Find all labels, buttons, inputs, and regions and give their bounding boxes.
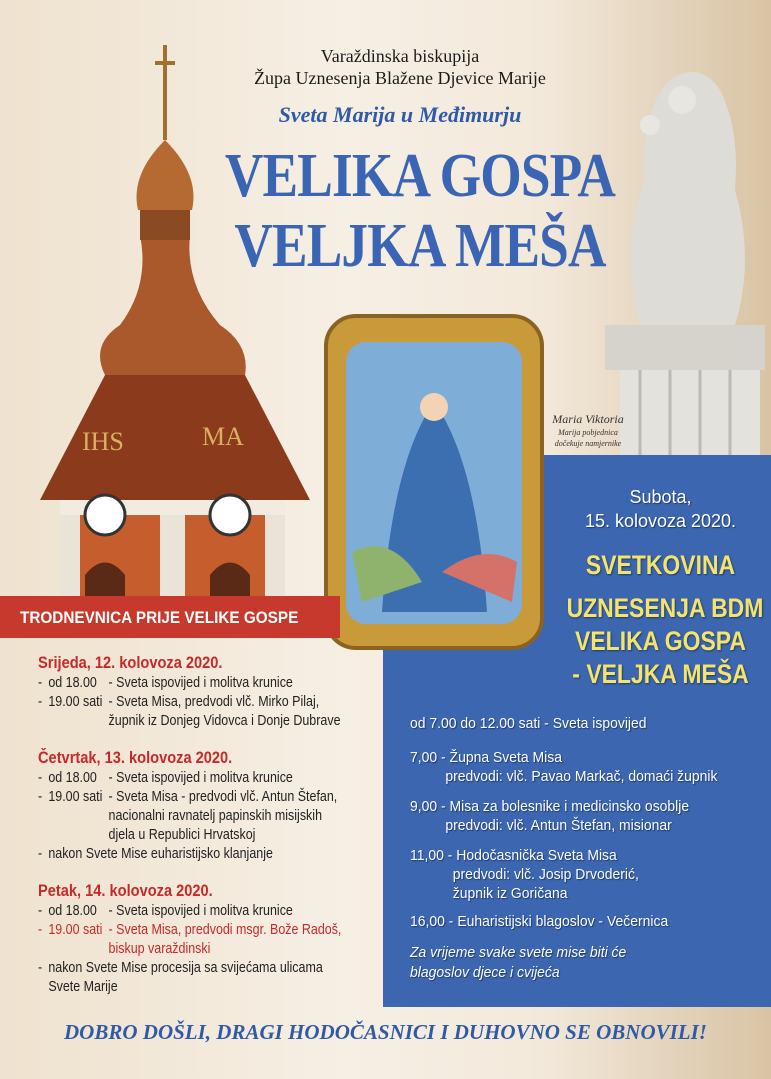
time: od 18.00 (48, 903, 97, 919)
mass-time: 11,00 - (410, 847, 453, 864)
mass-entry (410, 846, 639, 903)
activity: nakon Svete Mise procesija sa svijećama ulicama (48, 960, 323, 976)
day-date: Četvrtak, 13. kolovoza 2020. (38, 748, 233, 767)
day-date: Srijeda, 12. kolovoza 2020. (38, 653, 223, 672)
statue-image (600, 50, 771, 455)
activity-cont: biskup varaždinski (108, 941, 211, 957)
main-title-line2: VELJKA MEŠA (234, 212, 606, 280)
confession-time: od 7.00 do 12.00 sati - Sveta ispovijed (410, 715, 647, 732)
parish-name: Župa Uznesenja Blažene Djevice Marije (254, 68, 546, 88)
day-schedule: Petak, 14. kolovoza 2020. - od 18.00 - Sveta ispovijed i molitva krunice - 19.00 sati - Sveta Misa, predvodi msgr. Bože Radoš, biskup varaždinski - nakon Svete Mise procesija sa svijećama ulicama Svete Marije (38, 881, 342, 995)
clock-icon (210, 495, 250, 535)
activity: - Sveta Misa, predvodi vlč. Mirko Pilaj, (108, 694, 320, 710)
activity: - Sveta ispovijed i molitva krunice (108, 675, 293, 691)
mass-time: 16,00 - (410, 913, 454, 930)
mass-title: Župna Sveta Misa (449, 749, 562, 766)
statue-caption-line: dočekuje namjernike (554, 439, 622, 448)
feast-day: Subota, (629, 487, 692, 507)
feast-title-line: UZNESENJA BDM (566, 593, 764, 623)
statue-caption-title: Maria Viktoria (552, 412, 624, 426)
mass-title: Euharistijski blagoslov - Večernica (457, 913, 669, 930)
mass-entry (410, 797, 689, 835)
activity: - Sveta ispovijed i molitva krunice (108, 903, 293, 919)
mass-celebrant: predvodi: vlč. Antun Štefan, misionar (445, 817, 672, 834)
place-name: Sveta Marija u Međimurju (278, 102, 522, 127)
time: 19.00 sati (48, 789, 103, 805)
blessing-note: Za vrijeme svake svete mise biti će (410, 944, 627, 961)
main-title-line1: VELIKA GOSPA (224, 142, 616, 210)
day-schedule: Srijeda, 12. kolovoza 2020. - od 18.00 - Sveta ispovijed i molitva krunice - 19.00 sati - Sveta Misa, predvodi vlč. Mirko Pilaj, župnik iz Donjeg Vidovca i Donje Dubrave (38, 653, 341, 729)
mass-entry (410, 748, 717, 786)
clock-icon (85, 495, 125, 535)
mass-time: 9,00 - (410, 798, 446, 815)
activity: - Sveta Misa - predvodi vlč. Antun Štefan, (108, 789, 338, 805)
diocese-name: Varaždinska biskupija (320, 46, 480, 66)
time: 19.00 sati (48, 694, 103, 710)
feast-date: 15. kolovoza 2020. (584, 511, 737, 531)
mass-celebrant: župnik iz Goričana (452, 885, 568, 902)
mass-time: 7,00 - (410, 749, 446, 766)
assumption-painting-image (322, 312, 546, 652)
mass-title: Hodočasnička Sveta Misa (456, 847, 617, 864)
feast-title-line: - VELJKA MEŠA (572, 659, 749, 689)
mass-celebrant: predvodi: vlč. Pavao Markač, domaći župnik (445, 768, 718, 785)
welcome-footer: DOBRO DOŠLI, DRAGI HODOČASNICI I DUHOVNO SE OBNOVILI! (64, 1020, 707, 1044)
activity-cont: župnik iz Donjeg Vidovca i Donje Dubrave (108, 713, 341, 729)
activity: - Sveta Misa, predvodi msgr. Bože Radoš, (108, 922, 342, 938)
time: od 18.00 (48, 770, 97, 786)
activity: nakon Svete Mise euharistijsko klanjanje (48, 846, 273, 862)
feast-title-line: VELIKA GOSPA (575, 626, 746, 656)
activity-cont: nacionalni ravnatelj papinskih misijskih (108, 808, 323, 824)
triduum-banner (0, 596, 340, 638)
feast-title-line: SVETKOVINA (585, 550, 736, 580)
tower-inscription-left: IHS (82, 427, 124, 456)
time: od 18.00 (48, 675, 97, 691)
activity: - Sveta ispovijed i molitva krunice (108, 770, 293, 786)
activity-cont: djela u Republici Hrvatskoj (108, 827, 256, 843)
blessing-note: blagoslov djece i cvijeća (410, 964, 560, 981)
day-schedule: Četvrtak, 13. kolovoza 2020. - od 18.00 - Sveta ispovijed i molitva krunice - 19.00 sati - Sveta Misa - predvodi vlč. Antun Štefan, nacionalni ravnatelj papinskih misijskih djela u Republici Hrvatskoj - nakon Svete Mise euharistijsko klanjanje (38, 748, 338, 862)
triduum-banner-text: TRODNEVNICA PRIJE VELIKE GOSPE (20, 608, 299, 627)
mass-celebrant: predvodi: vlč. Josip Drvoderić, (452, 866, 639, 883)
time: 19.00 sati (48, 922, 103, 938)
activity-cont: Svete Marije (48, 979, 118, 995)
mass-entry (410, 912, 668, 931)
church-tower-image (20, 45, 320, 600)
statue-caption-line: Marija pobjednica (558, 428, 618, 437)
day-date: Petak, 14. kolovoza 2020. (38, 881, 213, 900)
tower-inscription-right: MA (202, 422, 244, 451)
mass-title: Misa za bolesnike i medicinsko osoblje (449, 798, 690, 815)
